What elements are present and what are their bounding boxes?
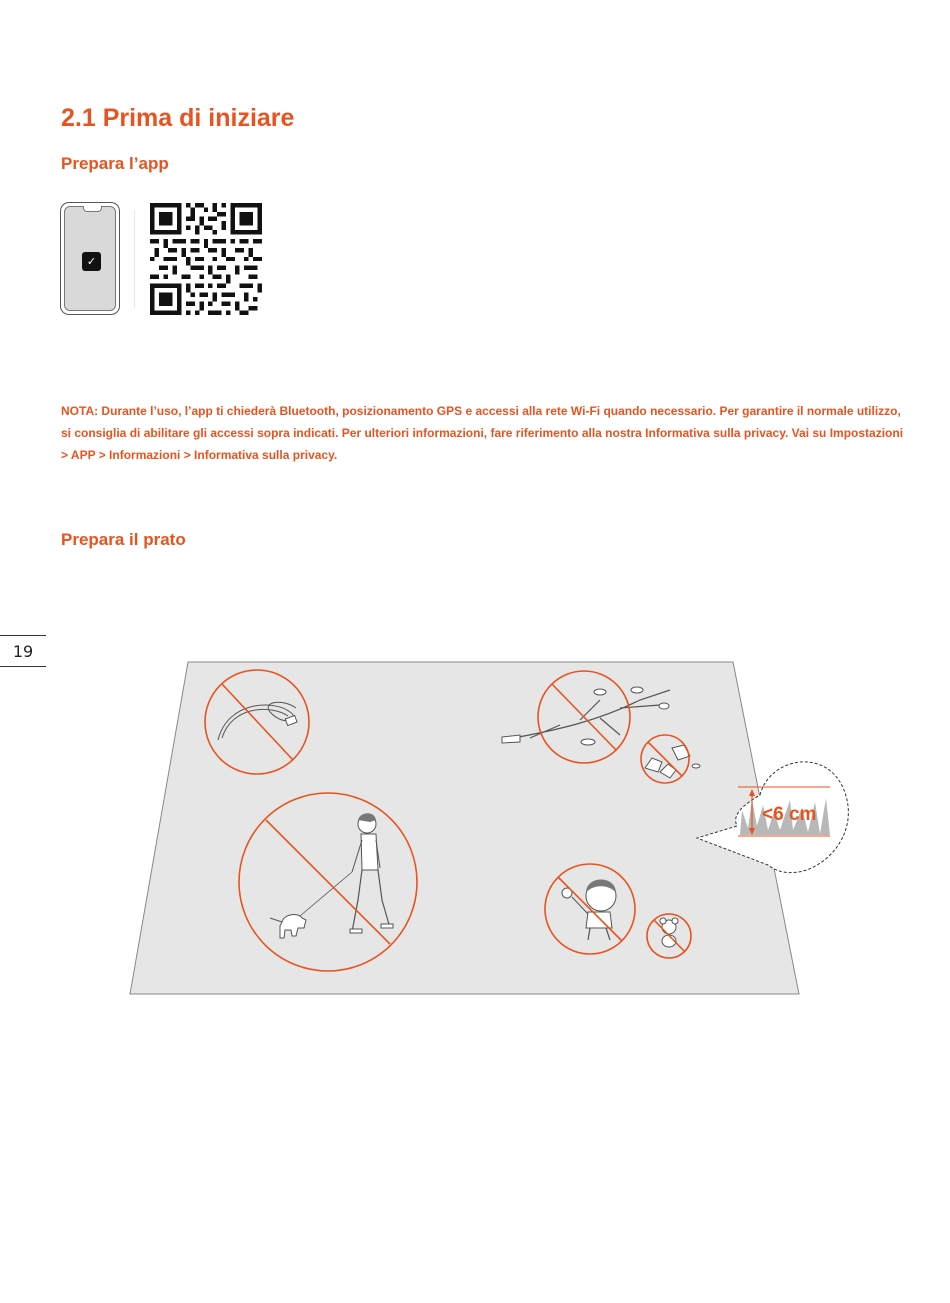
prepare-app-heading: Prepara l’app — [61, 154, 169, 173]
section-title: 2.1 Prima di iniziare — [61, 104, 295, 132]
page-number: 19 — [12, 642, 34, 661]
app-logo-icon: ✓ — [82, 252, 101, 271]
phone-icon — [60, 202, 120, 315]
lawn-illustration — [125, 655, 855, 1000]
prepare-lawn-heading: Prepara il prato — [61, 530, 186, 549]
qr-code-icon — [150, 203, 262, 315]
grass-height-label: <6 cm — [762, 804, 817, 825]
phone-screen — [64, 206, 116, 311]
phone-notch — [83, 206, 102, 212]
page-number-box — [0, 635, 46, 667]
lawn-area — [130, 662, 799, 994]
privacy-note: NOTA: Durante l’uso, l’app ti chiederà Bluetooth, posizionamento GPS e accessi alla rete Wi-Fi quando necessario. Per garantire il normale utilizzo, si consiglia di abilitare gli accessi sopra indicati. Per ulteriori informazioni, fare riferimento alla nostra Informativa sulla privacy. Vai su Impostazioni > APP > Informazioni > Informativa sulla privacy. — [61, 404, 904, 462]
divider — [134, 210, 135, 308]
